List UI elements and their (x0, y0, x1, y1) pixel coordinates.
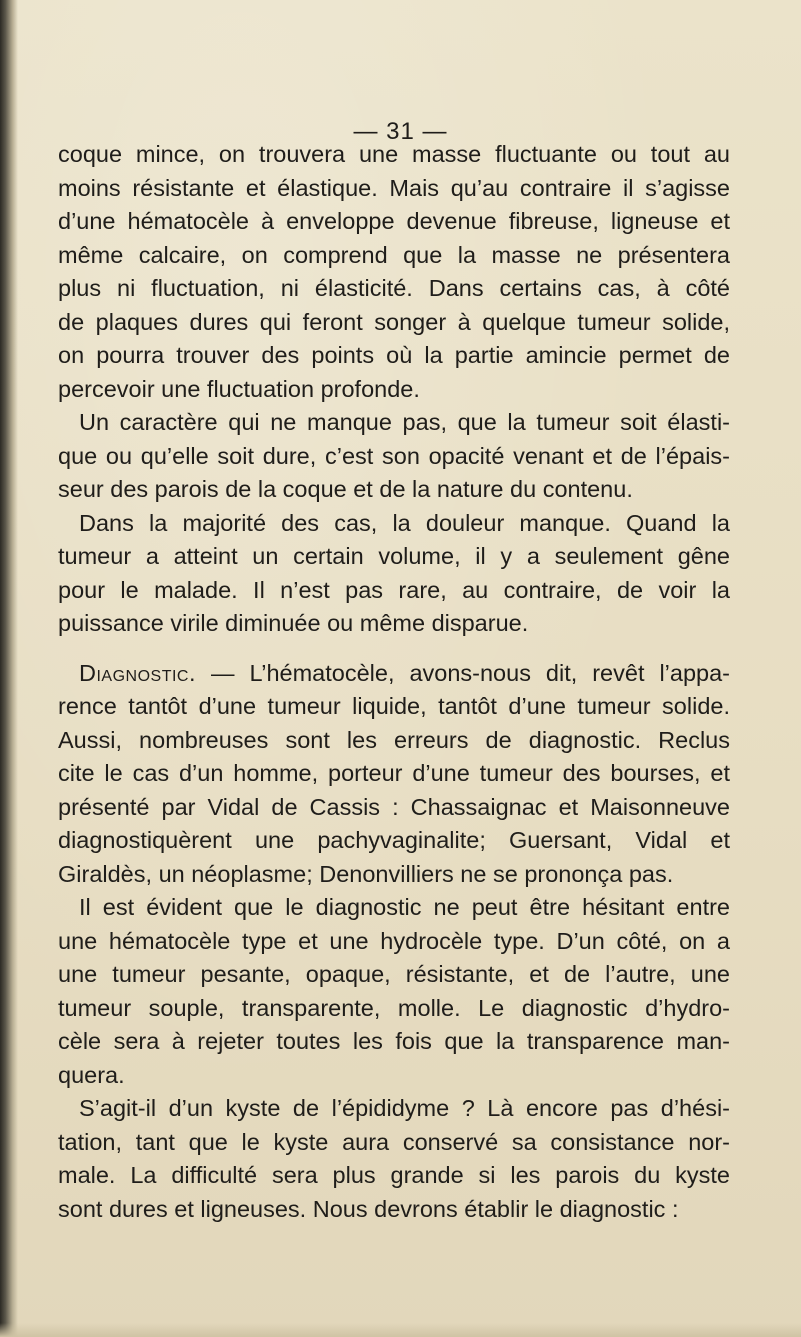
text-line: seur des parois de la coque et de la nature du contenu. (58, 476, 633, 502)
text-line: pour le malade. Il n’est pas rare, au contraire, de voir la (58, 576, 730, 603)
text-line: diagnostiquèrent une pachyvaginalite; Guersant, Vidal et (58, 827, 730, 853)
text-line: moins résistante et élastique. Mais qu’au contraire il s’agisse (58, 174, 730, 201)
text-line: quera. (58, 1061, 125, 1088)
body-text (58, 138, 730, 1226)
paragraph (58, 507, 730, 641)
page-number: — 31 — (353, 118, 448, 145)
page-bottom-edge (0, 1323, 801, 1337)
text-line: Giraldès, un néoplasme; Denonvilliers ne se prononça pas. (58, 860, 674, 887)
text-line: Il est évident que le diagnostic ne peut être hésitant entre (79, 894, 730, 920)
text-line (58, 657, 730, 691)
paragraph-gap (58, 641, 730, 657)
paragraph (58, 1092, 730, 1226)
text-line: sont dures et ligneuses. Nous devrons établir le diagnostic : (58, 1195, 679, 1222)
text-line: tumeur souple, transparente, molle. Le diagnostic d’hydro- (58, 994, 730, 1021)
text-line: Dans la majorité des cas, la douleur manque. Quand la (79, 509, 730, 536)
text-line: coque mince, on trouvera une masse fluctuante ou tout au (58, 141, 730, 167)
text-line: Aussi, nombreuses sont les erreurs de diagnostic. Reclus (58, 726, 730, 753)
text-line: plus ni fluctuation, ni élasticité. Dans certains cas, à côté (58, 275, 730, 301)
text-line: une tumeur pesante, opaque, résistante, et de l’autre, une (58, 961, 730, 987)
paragraph (58, 891, 730, 1092)
text-line: d’une hématocèle à enveloppe devenue fibreuse, ligneuse et (58, 208, 730, 234)
text-line: de plaques dures qui feront songer à quelque tumeur solide, (58, 308, 730, 335)
text-line: male. La difficulté sera plus grande si les parois du kyste (58, 1162, 730, 1188)
text-line: cèle sera à rejeter toutes les fois que la transparence man- (58, 1028, 730, 1054)
text-line: une hématocèle type et une hydrocèle type. D’un côté, on a (58, 927, 730, 954)
text-line: tation, tant que le kyste aura conservé sa consistance nor- (58, 1128, 730, 1155)
paragraph (58, 138, 730, 406)
text-line: Un caractère qui ne manque pas, que la tumeur soit élasti- (79, 409, 730, 435)
text-line-rest: — L’hématocèle, avons-nous dit, revêt l’appa- (196, 659, 730, 686)
text-line: rence tantôt d’une tumeur liquide, tantôt d’une tumeur solide. (58, 693, 730, 719)
diagnostic-section (58, 657, 730, 892)
text-line: même calcaire, on comprend que la masse ne présentera (58, 241, 730, 268)
text-line: S’agit-il d’un kyste de l’épididyme ? Là encore pas d’hési- (79, 1095, 730, 1121)
text-line: cite le cas d’un homme, porteur d’une tumeur des bourses, et (58, 760, 730, 786)
page-binding-edge (0, 0, 18, 1337)
section-heading: Diagnostic. (79, 659, 197, 686)
text-line: tumeur a atteint un certain volume, il y a seulement gêne (58, 543, 730, 569)
text-line: puissance virile diminuée ou même disparue. (58, 610, 529, 636)
text-line: présenté par Vidal de Cassis : Chassaignac et Maisonneuve (58, 793, 730, 820)
text-line: que ou qu’elle soit dure, c’est son opacité venant et de l’épais- (58, 442, 730, 469)
text-line: on pourra trouver des points où la partie amincie permet de (58, 342, 730, 368)
paragraph (58, 406, 730, 507)
text-line: percevoir une fluctuation profonde. (58, 375, 420, 402)
